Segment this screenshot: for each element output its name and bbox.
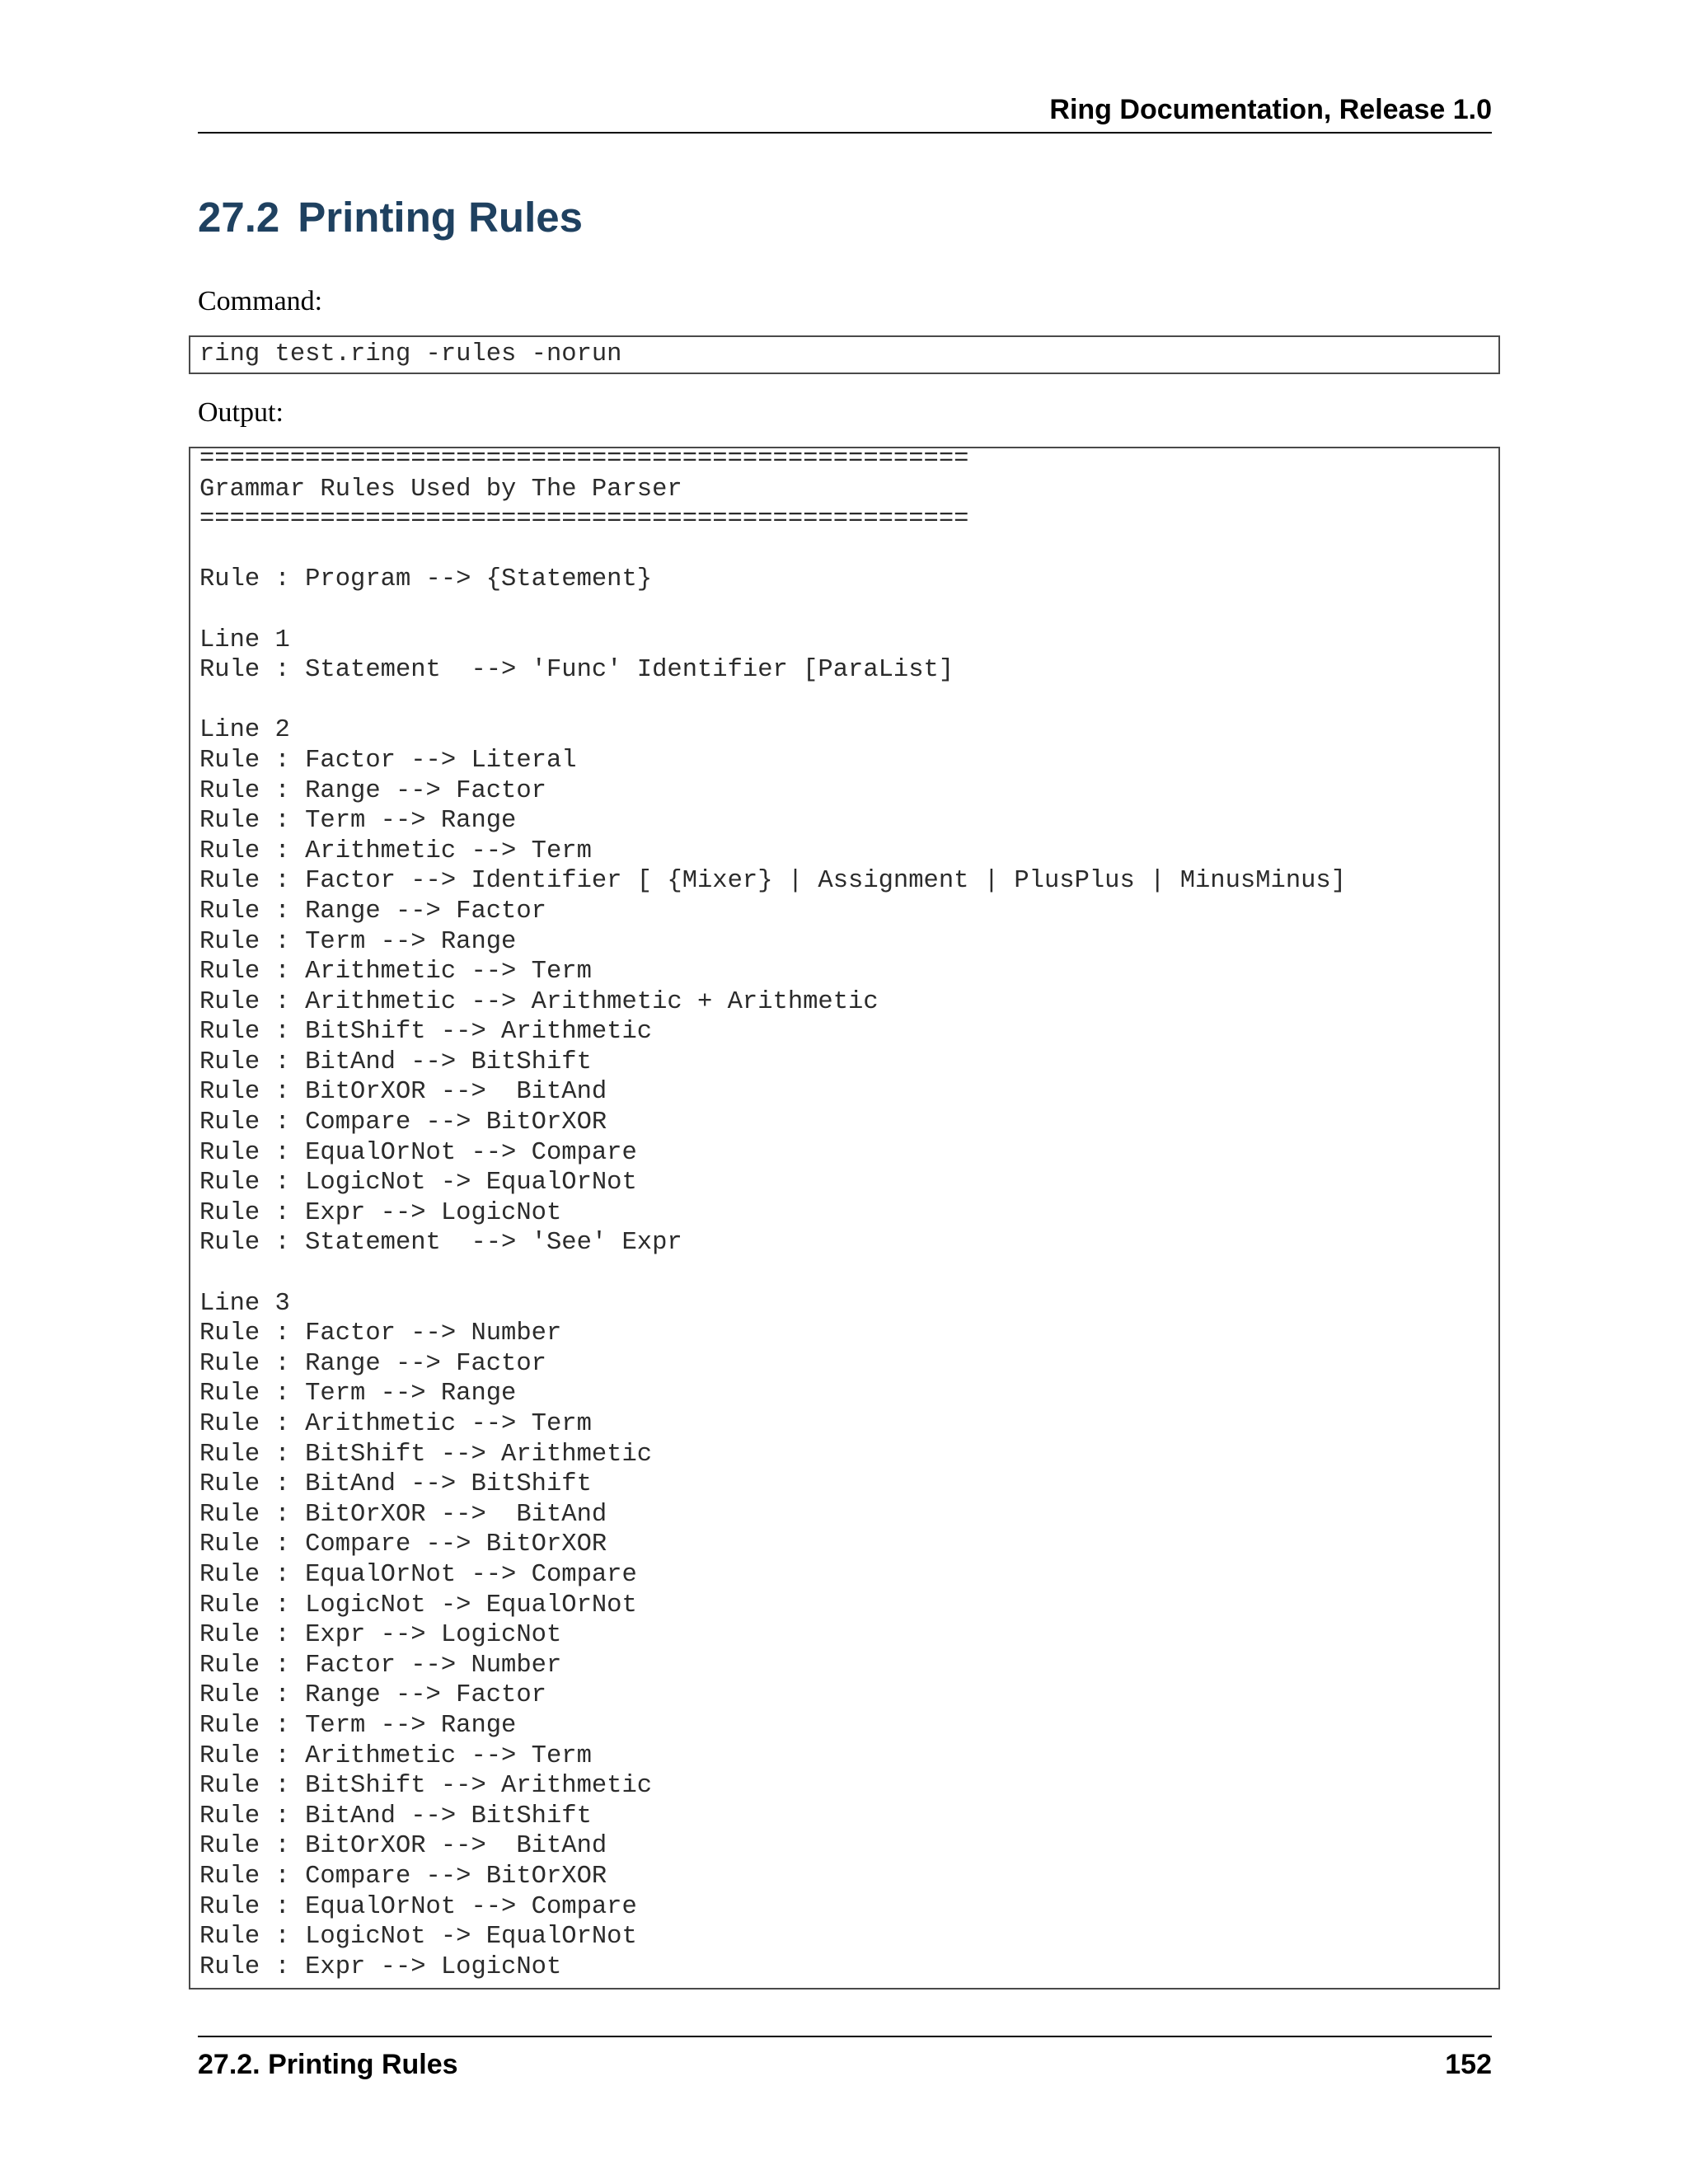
output-line: Rule : Term --> Range	[199, 807, 517, 836]
section-title: Printing Rules	[298, 194, 583, 241]
output-line: Rule : Arithmetic --> Arithmetic + Arithmetic	[199, 987, 879, 1016]
output-line: Rule : Range --> Factor	[199, 1349, 546, 1378]
output-line: Rule : Statement --> 'See' Expr	[199, 1229, 682, 1258]
output-line: Rule : Range --> Factor	[199, 897, 546, 926]
output-line: Rule : Compare --> BitOrXOR	[199, 1530, 607, 1559]
output-line: Grammar Rules Used by The Parser	[199, 475, 682, 504]
page-number: 152	[1445, 2049, 1492, 2080]
page-header	[198, 92, 1492, 134]
output-line: Rule : EqualOrNot --> Compare	[199, 1560, 637, 1589]
output-line: Rule : BitAnd --> BitShift	[199, 1047, 592, 1076]
output-line: Rule : Statement --> 'Func' Identifier [ParaList]	[199, 656, 954, 685]
output-line: Rule : Range --> Factor	[199, 776, 546, 805]
output-line: Rule : Term --> Range	[199, 1711, 517, 1740]
command-label: Command:	[198, 286, 323, 316]
output-line: Rule : Arithmetic --> Term	[199, 1410, 592, 1438]
output-line: Rule : Factor --> Number	[199, 1319, 562, 1348]
output-line: Rule : EqualOrNot --> Compare	[199, 1138, 637, 1167]
output-line: Rule : BitAnd --> BitShift	[199, 1802, 592, 1830]
output-line: Rule : Program --> {Statement}	[199, 565, 653, 594]
output-line: Rule : Term --> Range	[199, 1380, 517, 1408]
output-line: Rule : Factor --> Literal	[199, 746, 577, 775]
output-line: Rule : Expr --> LogicNot	[199, 1198, 562, 1227]
output-line: Rule : Term --> Range	[199, 927, 517, 956]
output-line: Rule : Factor --> Number	[199, 1651, 562, 1680]
output-line: Rule : Arithmetic --> Term	[199, 958, 592, 987]
section-number: 27.2	[198, 194, 280, 241]
output-line: Line 3	[199, 1289, 290, 1318]
output-line: Rule : BitShift --> Arithmetic	[199, 1440, 653, 1469]
document-title: Ring Documentation, Release 1.0	[1049, 94, 1492, 125]
output-line: Rule : BitShift --> Arithmetic	[199, 1772, 653, 1801]
output-line: Rule : Expr --> LogicNot	[199, 1621, 562, 1650]
output-line: Rule : BitOrXOR --> BitAnd	[199, 1500, 607, 1529]
output-line: Rule : Expr --> LogicNot	[199, 1952, 562, 1981]
output-line: Rule : Arithmetic --> Term	[199, 1741, 592, 1770]
output-line: Rule : EqualOrNot --> Compare	[199, 1892, 637, 1921]
output-line: Rule : LogicNot -> EqualOrNot	[199, 1923, 637, 1952]
output-line: Rule : LogicNot -> EqualOrNot	[199, 1169, 637, 1197]
command-code: ring test.ring -rules -norun	[199, 340, 622, 368]
output-line: ===================================================	[199, 447, 969, 473]
output-line: Rule : Compare --> BitOrXOR	[199, 1862, 607, 1891]
command-code-block	[189, 335, 1500, 374]
output-code	[190, 447, 1498, 1982]
output-line: Rule : BitShift --> Arithmetic	[199, 1018, 653, 1047]
output-line: Rule : Compare --> BitOrXOR	[199, 1108, 607, 1137]
footer-section-title: 27.2. Printing Rules	[198, 2049, 458, 2080]
output-line: Rule : BitOrXOR --> BitAnd	[199, 1832, 607, 1861]
section-heading	[198, 191, 583, 244]
output-line: Rule : BitAnd --> BitShift	[199, 1470, 592, 1499]
output-code-block	[189, 447, 1500, 1990]
page-footer	[198, 2036, 1492, 2087]
output-line: Line 2	[199, 716, 290, 745]
output-label: Output:	[198, 397, 284, 428]
output-line: Rule : Arithmetic --> Term	[199, 837, 592, 865]
output-line: ===================================================	[199, 505, 969, 534]
output-line: Line 1	[199, 626, 290, 654]
output-line: Rule : Factor --> Identifier [ {Mixer} | Assignment | PlusPlus | MinusMinus]	[199, 867, 1347, 896]
output-line: Rule : LogicNot -> EqualOrNot	[199, 1591, 637, 1619]
output-line: Rule : BitOrXOR --> BitAnd	[199, 1078, 607, 1107]
output-line: Rule : Range --> Factor	[199, 1681, 546, 1710]
